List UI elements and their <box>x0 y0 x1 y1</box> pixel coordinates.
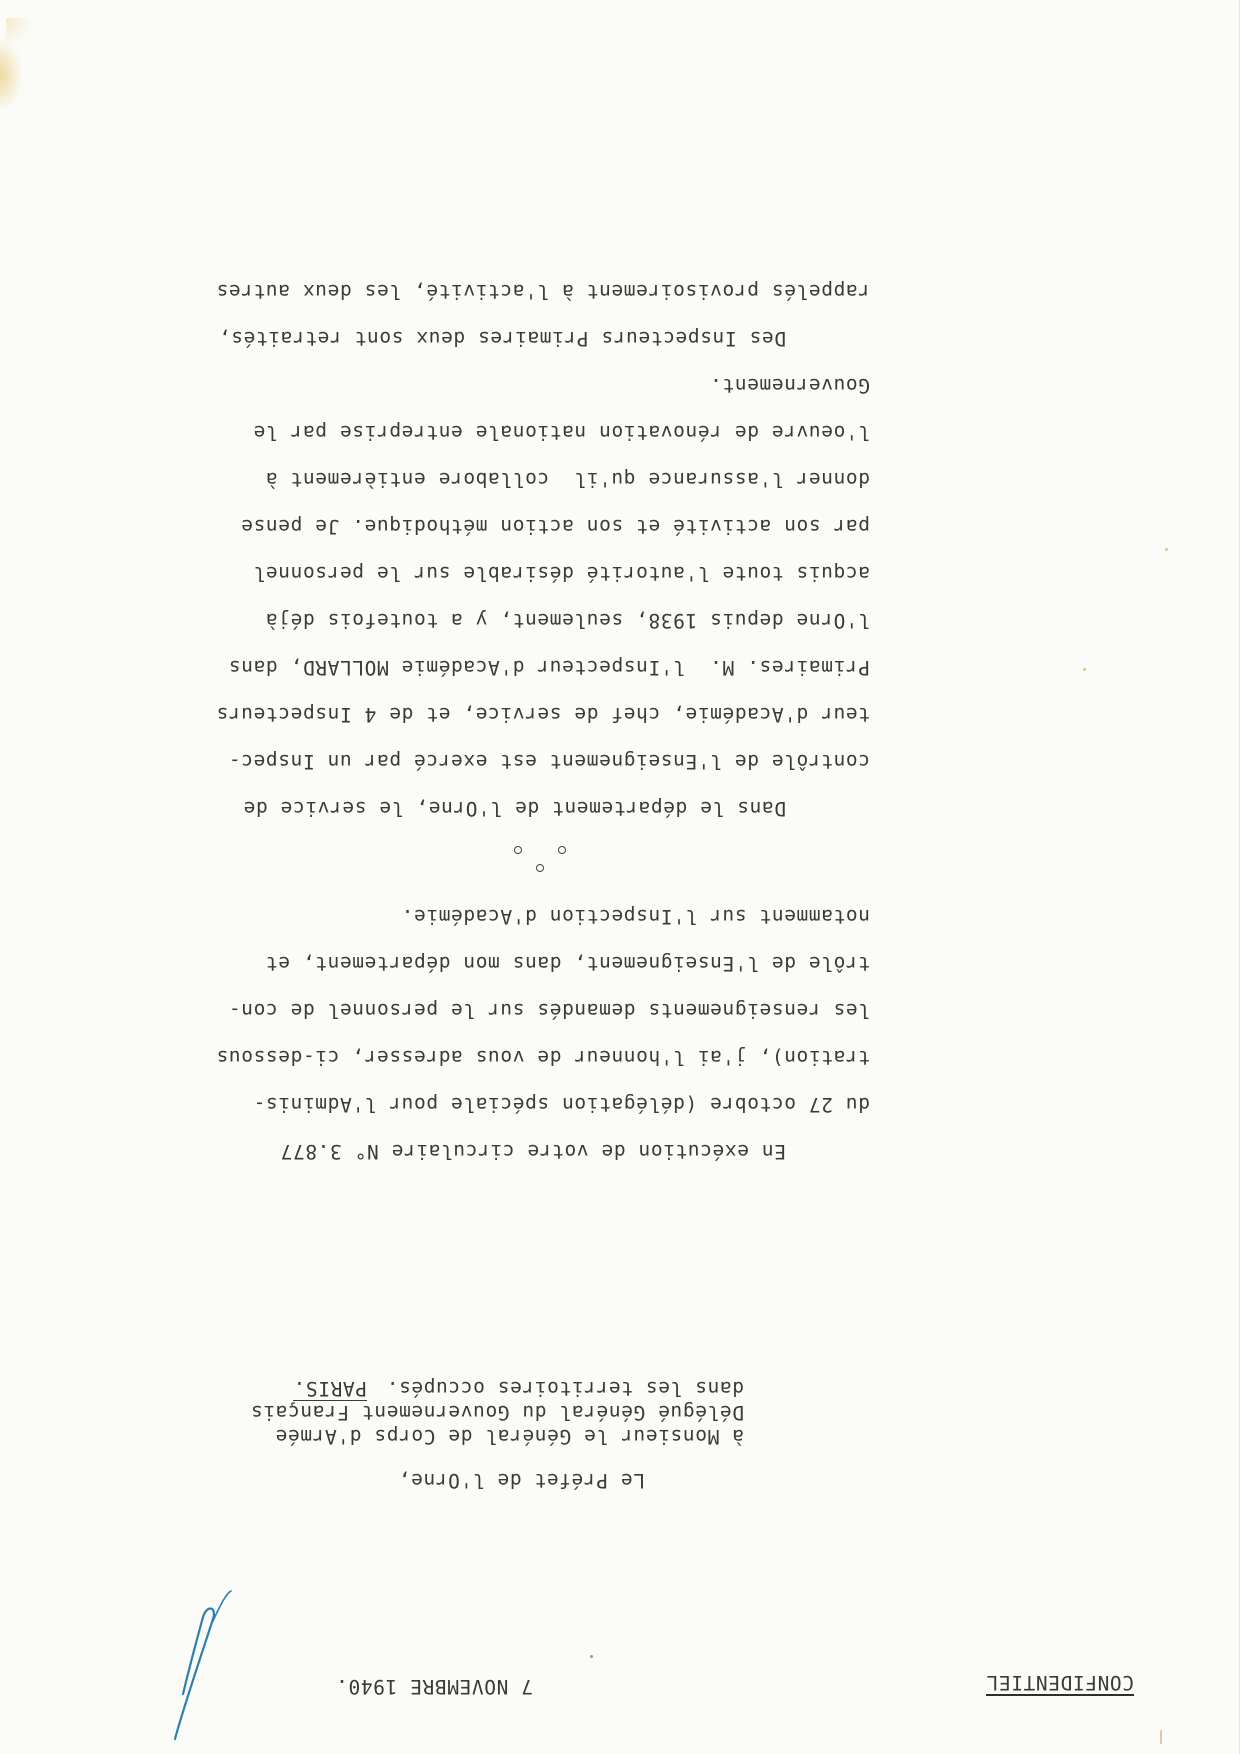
body-line-8: donner l'assurance qu'il collabore entièrement à <box>265 468 870 491</box>
intro-line-2: du 27 octobre (délégation spéciale pour l'Adminis- <box>253 1093 870 1116</box>
recipient-line-2: Délégué Général du Gouvernement Français <box>250 1401 744 1424</box>
intro-line-3: tration), j'ai l'honneur de vous adresser, ci-dessous <box>215 1046 870 1069</box>
letter-date: 7 NOVEMBRE 1940. <box>335 1675 533 1698</box>
sender-line: Le Préfet de l'Orne, <box>398 1469 645 1492</box>
body-line-1: Dans le département de l'Orne, le service de <box>243 797 786 820</box>
body-line-9: l'oeuvre de rénovation nationale entreprise par le <box>253 421 870 444</box>
body-line-10: Gouvernement. <box>709 374 870 397</box>
recipient-line-1: à Monsieur le Général de Corps d'Armée <box>275 1425 744 1448</box>
intro-line-6: notamment sur l'Inspection d'Académie. <box>401 905 870 928</box>
recipient-line-3: dans les territoires occupés. <box>386 1377 744 1400</box>
handwritten-signature <box>155 1589 235 1749</box>
intro-line-4: les renseignements demandés sur le personnel de con- <box>228 999 870 1022</box>
body-line-3: teur d'Académie, chef de service, et de 4 Inspecteurs <box>215 703 870 726</box>
body-line-2: contrôle de l'Enseignement est exercé par un Inspec- <box>228 750 870 773</box>
recipient-city: PARIS. <box>292 1377 367 1400</box>
body-line-5: l'Orne depuis 1938, seulement, y a toutefois déjà <box>265 609 870 632</box>
confidential-label: CONFIDENTIEL <box>985 1671 1134 1694</box>
body-line-7: par son activité et son action méthodique. Je pense <box>240 515 870 538</box>
intro-line-5: trôle de l'Enseignement, dans mon département, et <box>265 952 870 975</box>
body-line-6: acquis toute l'autorité désirable sur le personnel <box>253 562 870 585</box>
body-line-4: Primaires. M. l'Inspecteur d'Académie MOLLARD, dans <box>228 656 870 679</box>
closing-line-1: Des Inspecteurs Primaires deux sont retraités, <box>218 327 786 350</box>
section-separator <box>500 836 570 876</box>
intro-line-1: En exécution de votre circulaire N° 3.877 <box>280 1140 786 1163</box>
closing-line-2: rappelés provisoirement à l'activité, les deux autres <box>215 280 870 303</box>
